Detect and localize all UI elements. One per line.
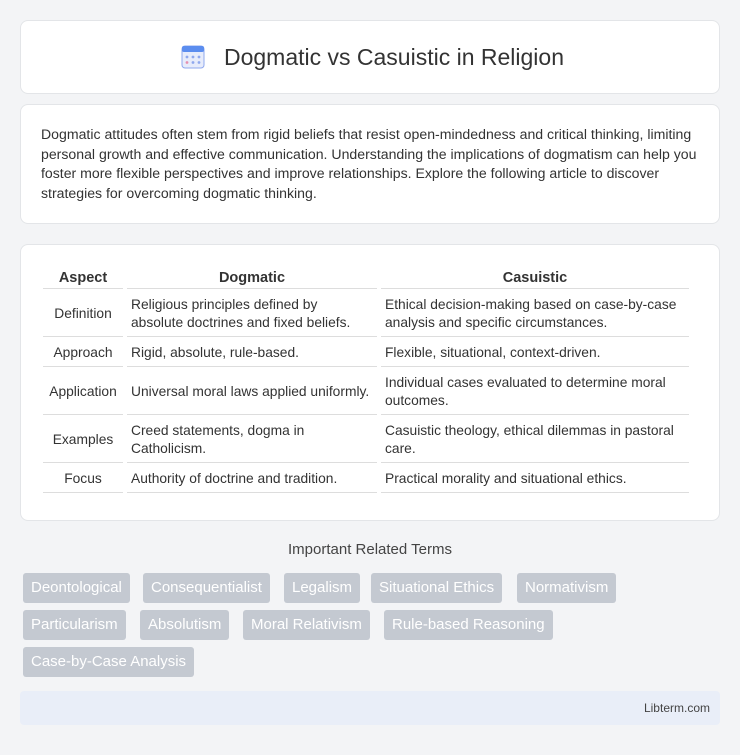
- row-aspect: Focus: [43, 465, 123, 493]
- row-aspect: Definition: [43, 291, 123, 337]
- row-casuistic: Flexible, situational, context-driven.: [381, 339, 689, 367]
- row-dogmatic: Rigid, absolute, rule-based.: [127, 339, 377, 367]
- comparison-table: [39, 265, 693, 495]
- tag-deontological[interactable]: Deontological: [23, 573, 130, 603]
- calendar-icon: [176, 42, 210, 72]
- row-aspect: Approach: [43, 339, 123, 367]
- row-casuistic: Practical morality and situational ethics.: [381, 465, 689, 493]
- tag-situational-ethics[interactable]: Situational Ethics: [371, 573, 502, 603]
- row-dogmatic: Religious principles defined by absolute doctrines and fixed beliefs.: [127, 291, 377, 337]
- table-header-row: [43, 267, 689, 289]
- page-title: Dogmatic vs Casuistic in Religion: [223, 43, 564, 70]
- footer-link[interactable]: Libterm.com: [643, 701, 710, 715]
- table-row: [43, 465, 689, 493]
- tag-rule-based-reasoning[interactable]: Rule-based Reasoning: [384, 610, 553, 640]
- tag-particularism[interactable]: Particularism: [23, 610, 126, 640]
- title-wrap: [176, 42, 564, 72]
- table-row: [43, 417, 689, 463]
- tag-case-by-case-analysis[interactable]: Case-by-Case Analysis: [23, 647, 194, 677]
- row-casuistic: Individual cases evaluated to determine moral outcomes.: [381, 369, 689, 415]
- row-casuistic: Casuistic theology, ethical dilemmas in pastoral care.: [381, 417, 689, 463]
- tag-moral-relativism[interactable]: Moral Relativism: [243, 610, 370, 640]
- header-dogmatic: Dogmatic: [127, 267, 377, 289]
- table-row: [43, 339, 689, 367]
- row-aspect: Examples: [43, 417, 123, 463]
- row-aspect: Application: [43, 369, 123, 415]
- row-dogmatic: Creed statements, dogma in Catholicism.: [127, 417, 377, 463]
- intro-card: [20, 104, 720, 224]
- header-aspect: Aspect: [43, 267, 123, 289]
- header-casuistic: Casuistic: [381, 267, 689, 289]
- table-row: [43, 369, 689, 415]
- tag-legalism[interactable]: Legalism: [284, 573, 360, 603]
- related-terms-title: Important Related Terms: [288, 541, 452, 558]
- intro-text: Dogmatic attitudes often stem from rigid beliefs that resist open-mindedness and critical thinking, limiting personal growth and effective communication. Understanding the implications of dogmatism can help you foster more flexible perspectives and improve relationships. Explore the following article to discover strategies for overcoming dogmatic thinking.: [41, 126, 697, 201]
- tag-normativism[interactable]: Normativism: [517, 573, 616, 603]
- tag-consequentialist[interactable]: Consequentialist: [143, 573, 270, 603]
- tag-absolutism[interactable]: Absolutism: [140, 610, 229, 640]
- comparison-table-card: [20, 244, 720, 521]
- table-row: [43, 291, 689, 337]
- header-card: [20, 20, 720, 94]
- row-dogmatic: Universal moral laws applied uniformly.: [127, 369, 377, 415]
- footer: [20, 691, 720, 725]
- row-dogmatic: Authority of doctrine and tradition.: [127, 465, 377, 493]
- row-casuistic: Ethical decision-making based on case-by-case analysis and specific circumstances.: [381, 291, 689, 337]
